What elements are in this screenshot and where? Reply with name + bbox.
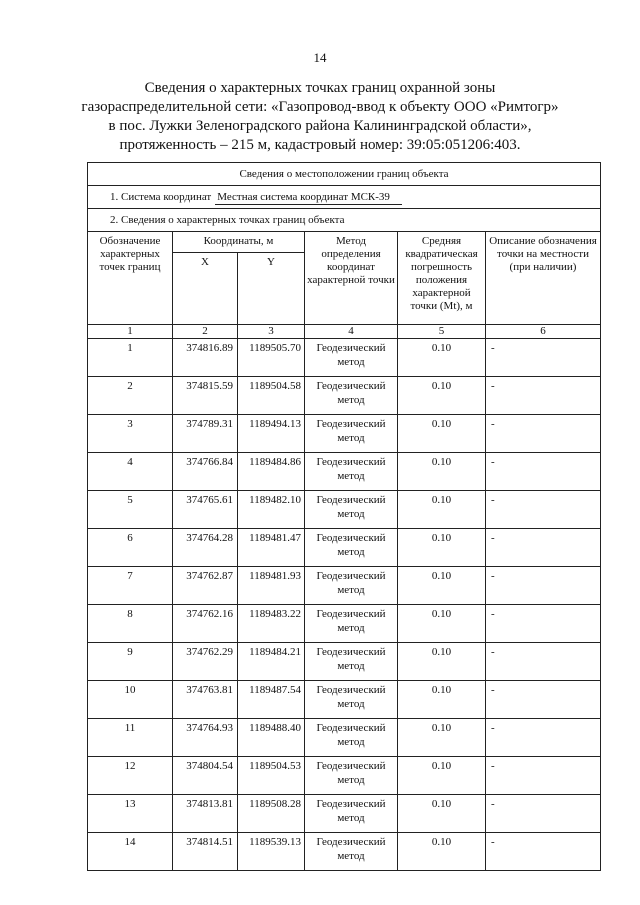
accuracy-cell: 0.10 [398, 339, 486, 377]
table-row [88, 719, 601, 757]
description-cell: - [486, 681, 601, 719]
method-cell: Геодезический метод [305, 453, 398, 491]
description-cell: - [486, 453, 601, 491]
accuracy-cell: 0.10 [398, 681, 486, 719]
coordinate-y: 1189487.54 [238, 681, 305, 719]
accuracy-cell: 0.10 [398, 453, 486, 491]
coordinate-y: 1189505.70 [238, 339, 305, 377]
column-number: 2 [173, 325, 238, 339]
table-row [88, 339, 601, 377]
coordinate-y: 1189539.13 [238, 833, 305, 871]
accuracy-cell: 0.10 [398, 491, 486, 529]
description-cell: - [486, 377, 601, 415]
accuracy-cell: 0.10 [398, 719, 486, 757]
method-cell: Геодезический метод [305, 491, 398, 529]
table-row [88, 453, 601, 491]
accuracy-cell: 0.10 [398, 605, 486, 643]
coordinate-x: 374763.81 [173, 681, 238, 719]
section-2-heading: 2. Сведения о характерных точках границ объекта [88, 209, 601, 232]
point-number: 2 [88, 377, 173, 415]
coordinate-x: 374762.16 [173, 605, 238, 643]
coordinate-x: 374762.29 [173, 643, 238, 681]
description-cell: - [486, 567, 601, 605]
accuracy-cell: 0.10 [398, 529, 486, 567]
accuracy-cell: 0.10 [398, 833, 486, 871]
header-coordinates: Координаты, м [173, 232, 305, 253]
table-row [88, 643, 601, 681]
coordinate-y: 1189488.40 [238, 719, 305, 757]
column-number: 1 [88, 325, 173, 339]
table-row [88, 491, 601, 529]
accuracy-cell: 0.10 [398, 643, 486, 681]
point-number: 1 [88, 339, 173, 377]
column-number: 3 [238, 325, 305, 339]
boundary-points-table [87, 162, 601, 871]
title-line: газораспределительной сети: «Газопровод-ввод к объекту ООО «Римтогр» [81, 99, 559, 115]
title-line: Сведения о характерных точках границ охранной зоны [144, 80, 496, 96]
coordinate-y: 1189494.13 [238, 415, 305, 453]
document-title [60, 79, 580, 155]
coordinate-y: 1189483.22 [238, 605, 305, 643]
table-row [88, 415, 601, 453]
coordinate-system-row [88, 186, 601, 209]
description-cell: - [486, 605, 601, 643]
method-cell: Геодезический метод [305, 567, 398, 605]
table-row [88, 529, 601, 567]
description-cell: - [486, 719, 601, 757]
method-cell: Геодезический метод [305, 377, 398, 415]
coordinate-x: 374764.28 [173, 529, 238, 567]
method-cell: Геодезический метод [305, 415, 398, 453]
column-number: 5 [398, 325, 486, 339]
table-row [88, 605, 601, 643]
table-row [88, 377, 601, 415]
header-description: Описание обозначения точки на местности (при наличии) [486, 232, 601, 325]
method-cell: Геодезический метод [305, 681, 398, 719]
coordinate-system-value: Местная система координат МСК-39 [215, 190, 402, 205]
table-row [88, 567, 601, 605]
title-line: протяженность – 215 м, кадастровый номер: 39:05:051206:403. [119, 137, 521, 153]
table-row [88, 757, 601, 795]
coordinate-y: 1189484.86 [238, 453, 305, 491]
method-cell: Геодезический метод [305, 605, 398, 643]
table-row [88, 833, 601, 871]
header-x: X [173, 253, 238, 325]
header-y: Y [238, 253, 305, 325]
coordinate-y: 1189482.10 [238, 491, 305, 529]
column-number: 4 [305, 325, 398, 339]
description-cell: - [486, 415, 601, 453]
coordinate-y: 1189504.58 [238, 377, 305, 415]
column-number: 6 [486, 325, 601, 339]
coordinate-y: 1189481.47 [238, 529, 305, 567]
coordinate-system-label: 1. Система координат [110, 191, 212, 203]
method-cell: Геодезический метод [305, 339, 398, 377]
coordinate-x: 374762.87 [173, 567, 238, 605]
header-designation: Обозначение характерных точек границ [88, 232, 173, 325]
method-cell: Геодезический метод [305, 719, 398, 757]
point-number: 8 [88, 605, 173, 643]
coordinate-y: 1189481.93 [238, 567, 305, 605]
point-number: 3 [88, 415, 173, 453]
page-number: 14 [313, 50, 327, 65]
point-number: 4 [88, 453, 173, 491]
description-cell: - [486, 491, 601, 529]
coordinate-x: 374816.89 [173, 339, 238, 377]
point-number: 10 [88, 681, 173, 719]
accuracy-cell: 0.10 [398, 415, 486, 453]
coordinate-x: 374789.31 [173, 415, 238, 453]
column-number-row [88, 325, 601, 339]
method-cell: Геодезический метод [305, 795, 398, 833]
coordinate-x: 374804.54 [173, 757, 238, 795]
point-number: 6 [88, 529, 173, 567]
description-cell: - [486, 643, 601, 681]
description-cell: - [486, 339, 601, 377]
description-cell: - [486, 795, 601, 833]
point-number: 13 [88, 795, 173, 833]
coordinate-y: 1189484.21 [238, 643, 305, 681]
point-number: 7 [88, 567, 173, 605]
point-number: 14 [88, 833, 173, 871]
accuracy-cell: 0.10 [398, 377, 486, 415]
table-row [88, 795, 601, 833]
coordinate-y: 1189504.53 [238, 757, 305, 795]
title-line: в пос. Лужки Зеленоградского района Калининградской области», [108, 118, 532, 134]
coordinate-y: 1189508.28 [238, 795, 305, 833]
coordinate-x: 374815.59 [173, 377, 238, 415]
description-cell: - [486, 757, 601, 795]
method-cell: Геодезический метод [305, 643, 398, 681]
description-cell: - [486, 529, 601, 567]
method-cell: Геодезический метод [305, 833, 398, 871]
coordinate-x: 374766.84 [173, 453, 238, 491]
table-banner: Сведения о местоположении границ объекта [88, 163, 601, 186]
accuracy-cell: 0.10 [398, 757, 486, 795]
point-number: 5 [88, 491, 173, 529]
coordinate-x: 374813.81 [173, 795, 238, 833]
description-cell: - [486, 833, 601, 871]
coordinate-x: 374765.61 [173, 491, 238, 529]
table-row [88, 681, 601, 719]
point-number: 11 [88, 719, 173, 757]
table-body [88, 339, 601, 871]
header-method: Метод определения координат характерной точки [305, 232, 398, 325]
accuracy-cell: 0.10 [398, 567, 486, 605]
point-number: 9 [88, 643, 173, 681]
accuracy-cell: 0.10 [398, 795, 486, 833]
point-number: 12 [88, 757, 173, 795]
header-accuracy: Средняя квадратическая погрешность положения характерной точки (Mt), м [398, 232, 486, 325]
coordinate-x: 374814.51 [173, 833, 238, 871]
coordinate-x: 374764.93 [173, 719, 238, 757]
method-cell: Геодезический метод [305, 757, 398, 795]
method-cell: Геодезический метод [305, 529, 398, 567]
